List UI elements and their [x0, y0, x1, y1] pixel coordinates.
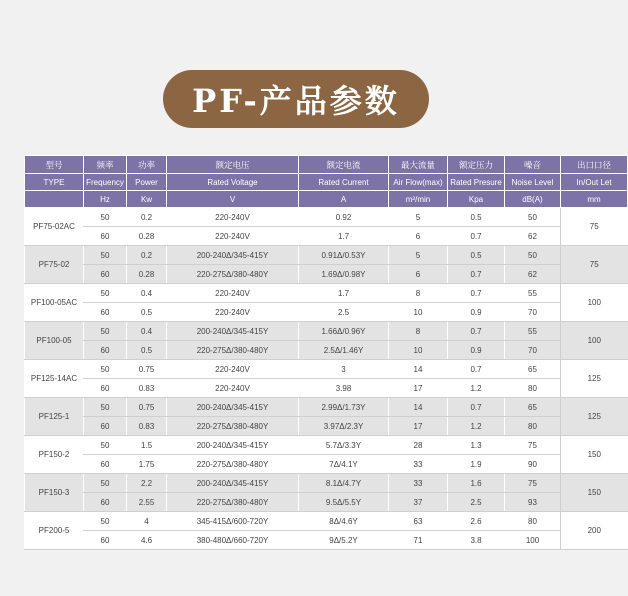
table-row [25, 379, 628, 398]
flow-cell: 10 [389, 303, 448, 322]
table-row [25, 436, 628, 455]
power-cell: 0.75 [127, 398, 167, 417]
freq-cell: 60 [84, 417, 127, 436]
voltage-cell: 200-240Δ/345-415Y [167, 398, 299, 417]
model-cell: PF125-14AC [25, 360, 84, 398]
noise-cell: 62 [505, 265, 561, 284]
flow-cell: 5 [389, 208, 448, 227]
freq-cell: 60 [84, 227, 127, 246]
pressure-cell: 2.6 [448, 512, 505, 531]
header-row-zh [25, 156, 628, 174]
pressure-cell: 1.2 [448, 379, 505, 398]
header-en-freq: Frequency [84, 174, 127, 191]
power-cell: 4 [127, 512, 167, 531]
voltage-cell: 220-275Δ/380-480Y [167, 417, 299, 436]
flow-cell: 6 [389, 227, 448, 246]
flow-cell: 17 [389, 379, 448, 398]
model-cell: PF150-3 [25, 474, 84, 512]
header-zh-freq: 频率 [84, 156, 127, 174]
pressure-cell: 1.6 [448, 474, 505, 493]
noise-cell: 70 [505, 341, 561, 360]
voltage-cell: 345-415Δ/600-720Y [167, 512, 299, 531]
pressure-cell: 0.7 [448, 284, 505, 303]
table-row [25, 417, 628, 436]
current-cell: 2.5 [299, 303, 389, 322]
current-cell: 3.97Δ/2.3Y [299, 417, 389, 436]
noise-cell: 90 [505, 455, 561, 474]
voltage-cell: 200-240Δ/345-415Y [167, 436, 299, 455]
freq-cell: 60 [84, 265, 127, 284]
current-cell: 9.5Δ/5.5Y [299, 493, 389, 512]
header-unit-pressure: Kpa [448, 191, 505, 208]
voltage-cell: 220-240V [167, 303, 299, 322]
table-row [25, 303, 628, 322]
freq-cell: 50 [84, 284, 127, 303]
freq-cell: 50 [84, 398, 127, 417]
voltage-cell: 220-275Δ/380-480Y [167, 455, 299, 474]
table-row [25, 322, 628, 341]
flow-cell: 8 [389, 322, 448, 341]
current-cell: 8Δ/4.6Y [299, 512, 389, 531]
table-row [25, 531, 628, 550]
table-row [25, 227, 628, 246]
power-cell: 0.4 [127, 284, 167, 303]
noise-cell: 80 [505, 512, 561, 531]
current-cell: 7Δ/4.1Y [299, 455, 389, 474]
power-cell: 1.75 [127, 455, 167, 474]
pressure-cell: 2.5 [448, 493, 505, 512]
outlet-cell: 75 [561, 208, 628, 246]
header-zh-outlet: 出口口径 [561, 156, 628, 174]
outlet-cell: 200 [561, 512, 628, 550]
freq-cell: 60 [84, 531, 127, 550]
current-cell: 5.7Δ/3.3Y [299, 436, 389, 455]
header-en-flow: Air Flow(max) [389, 174, 448, 191]
current-cell: 8.1Δ/4.7Y [299, 474, 389, 493]
header-unit-model [25, 191, 84, 208]
pressure-cell: 0.7 [448, 322, 505, 341]
flow-cell: 63 [389, 512, 448, 531]
freq-cell: 50 [84, 436, 127, 455]
current-cell: 0.92 [299, 208, 389, 227]
header-en-current: Rated Current [299, 174, 389, 191]
pressure-cell: 0.7 [448, 265, 505, 284]
flow-cell: 6 [389, 265, 448, 284]
model-cell: PF100-05 [25, 322, 84, 360]
model-cell: PF150-2 [25, 436, 84, 474]
voltage-cell: 220-240V [167, 379, 299, 398]
outlet-cell: 100 [561, 284, 628, 322]
power-cell: 0.5 [127, 341, 167, 360]
flow-cell: 14 [389, 398, 448, 417]
pressure-cell: 1.2 [448, 417, 505, 436]
power-cell: 4.6 [127, 531, 167, 550]
noise-cell: 55 [505, 322, 561, 341]
flow-cell: 33 [389, 474, 448, 493]
voltage-cell: 220-275Δ/380-480Y [167, 265, 299, 284]
header-row-en [25, 174, 628, 191]
flow-cell: 37 [389, 493, 448, 512]
noise-cell: 80 [505, 379, 561, 398]
freq-cell: 50 [84, 208, 127, 227]
table-row [25, 493, 628, 512]
pressure-cell: 0.5 [448, 208, 505, 227]
freq-cell: 60 [84, 303, 127, 322]
table-row [25, 341, 628, 360]
noise-cell: 75 [505, 474, 561, 493]
flow-cell: 71 [389, 531, 448, 550]
header-unit-noise: dB(A) [505, 191, 561, 208]
freq-cell: 60 [84, 379, 127, 398]
pressure-cell: 1.9 [448, 455, 505, 474]
voltage-cell: 200-240Δ/345-415Y [167, 474, 299, 493]
pressure-cell: 0.5 [448, 246, 505, 265]
noise-cell: 55 [505, 284, 561, 303]
current-cell: 0.91Δ/0.53Y [299, 246, 389, 265]
noise-cell: 50 [505, 208, 561, 227]
header-row-unit [25, 191, 628, 208]
pressure-cell: 0.9 [448, 341, 505, 360]
header-en-voltage: Rated Voltage [167, 174, 299, 191]
voltage-cell: 220-240V [167, 284, 299, 303]
freq-cell: 60 [84, 455, 127, 474]
noise-cell: 62 [505, 227, 561, 246]
current-cell: 1.66Δ/0.96Y [299, 322, 389, 341]
flow-cell: 10 [389, 341, 448, 360]
header-unit-voltage: V [167, 191, 299, 208]
header-zh-current: 额定电流 [299, 156, 389, 174]
pressure-cell: 3.8 [448, 531, 505, 550]
header-unit-current: A [299, 191, 389, 208]
flow-cell: 28 [389, 436, 448, 455]
table-row [25, 284, 628, 303]
power-cell: 0.28 [127, 227, 167, 246]
model-cell: PF125-1 [25, 398, 84, 436]
freq-cell: 50 [84, 246, 127, 265]
power-cell: 0.75 [127, 360, 167, 379]
table-row [25, 512, 628, 531]
power-cell: 0.2 [127, 208, 167, 227]
header-en-pressure: Rated Presure [448, 174, 505, 191]
outlet-cell: 100 [561, 322, 628, 360]
noise-cell: 50 [505, 246, 561, 265]
model-cell: PF75-02AC [25, 208, 84, 246]
current-cell: 3 [299, 360, 389, 379]
freq-cell: 50 [84, 322, 127, 341]
current-cell: 9Δ/5.2Y [299, 531, 389, 550]
freq-cell: 60 [84, 341, 127, 360]
spec-table [24, 155, 628, 550]
voltage-cell: 220-240V [167, 208, 299, 227]
voltage-cell: 220-240V [167, 227, 299, 246]
freq-cell: 50 [84, 512, 127, 531]
table-row [25, 398, 628, 417]
table-row [25, 265, 628, 284]
voltage-cell: 220-275Δ/380-480Y [167, 341, 299, 360]
page-title: PF-产品参数 [163, 70, 429, 128]
power-cell: 0.83 [127, 417, 167, 436]
outlet-cell: 150 [561, 474, 628, 512]
current-cell: 2.99Δ/1.73Y [299, 398, 389, 417]
flow-cell: 33 [389, 455, 448, 474]
voltage-cell: 380-480Δ/660-720Y [167, 531, 299, 550]
header-unit-freq: Hz [84, 191, 127, 208]
header-zh-pressure: 额定压力 [448, 156, 505, 174]
noise-cell: 80 [505, 417, 561, 436]
noise-cell: 70 [505, 303, 561, 322]
outlet-cell: 125 [561, 398, 628, 436]
flow-cell: 5 [389, 246, 448, 265]
table-header [25, 156, 628, 208]
power-cell: 0.28 [127, 265, 167, 284]
power-cell: 0.2 [127, 246, 167, 265]
pressure-cell: 0.9 [448, 303, 505, 322]
outlet-cell: 150 [561, 436, 628, 474]
header-en-power: Power [127, 174, 167, 191]
table-row [25, 208, 628, 227]
model-cell: PF100-05AC [25, 284, 84, 322]
current-cell: 1.7 [299, 227, 389, 246]
current-cell: 1.69Δ/0.98Y [299, 265, 389, 284]
header-en-model: TYPE [25, 174, 84, 191]
power-cell: 0.83 [127, 379, 167, 398]
header-unit-power: Kw [127, 191, 167, 208]
pressure-cell: 0.7 [448, 360, 505, 379]
power-cell: 2.55 [127, 493, 167, 512]
table-row [25, 474, 628, 493]
flow-cell: 14 [389, 360, 448, 379]
voltage-cell: 200-240Δ/345-415Y [167, 246, 299, 265]
header-zh-power: 功率 [127, 156, 167, 174]
freq-cell: 50 [84, 474, 127, 493]
outlet-cell: 75 [561, 246, 628, 284]
flow-cell: 8 [389, 284, 448, 303]
header-zh-flow: 最大流量 [389, 156, 448, 174]
outlet-cell: 125 [561, 360, 628, 398]
noise-cell: 65 [505, 360, 561, 379]
power-cell: 2.2 [127, 474, 167, 493]
freq-cell: 50 [84, 360, 127, 379]
current-cell: 2.5Δ/1.46Y [299, 341, 389, 360]
table-row [25, 455, 628, 474]
header-en-outlet: In/Out Let [561, 174, 628, 191]
header-zh-noise: 噪音 [505, 156, 561, 174]
noise-cell: 65 [505, 398, 561, 417]
voltage-cell: 220-240V [167, 360, 299, 379]
flow-cell: 17 [389, 417, 448, 436]
current-cell: 3.98 [299, 379, 389, 398]
table-row [25, 360, 628, 379]
power-cell: 0.4 [127, 322, 167, 341]
header-zh-model: 型号 [25, 156, 84, 174]
table-row [25, 246, 628, 265]
noise-cell: 100 [505, 531, 561, 550]
header-en-noise: Noise Level [505, 174, 561, 191]
pressure-cell: 0.7 [448, 398, 505, 417]
current-cell: 1.7 [299, 284, 389, 303]
header-zh-voltage: 额定电压 [167, 156, 299, 174]
pressure-cell: 1.3 [448, 436, 505, 455]
power-cell: 1.5 [127, 436, 167, 455]
header-unit-flow: m³/min [389, 191, 448, 208]
table-body [25, 208, 628, 550]
noise-cell: 93 [505, 493, 561, 512]
voltage-cell: 200-240Δ/345-415Y [167, 322, 299, 341]
noise-cell: 75 [505, 436, 561, 455]
power-cell: 0.5 [127, 303, 167, 322]
header-unit-outlet: mm [561, 191, 628, 208]
voltage-cell: 220-275Δ/380-480Y [167, 493, 299, 512]
model-cell: PF200-5 [25, 512, 84, 550]
pressure-cell: 0.7 [448, 227, 505, 246]
model-cell: PF75-02 [25, 246, 84, 284]
freq-cell: 60 [84, 493, 127, 512]
